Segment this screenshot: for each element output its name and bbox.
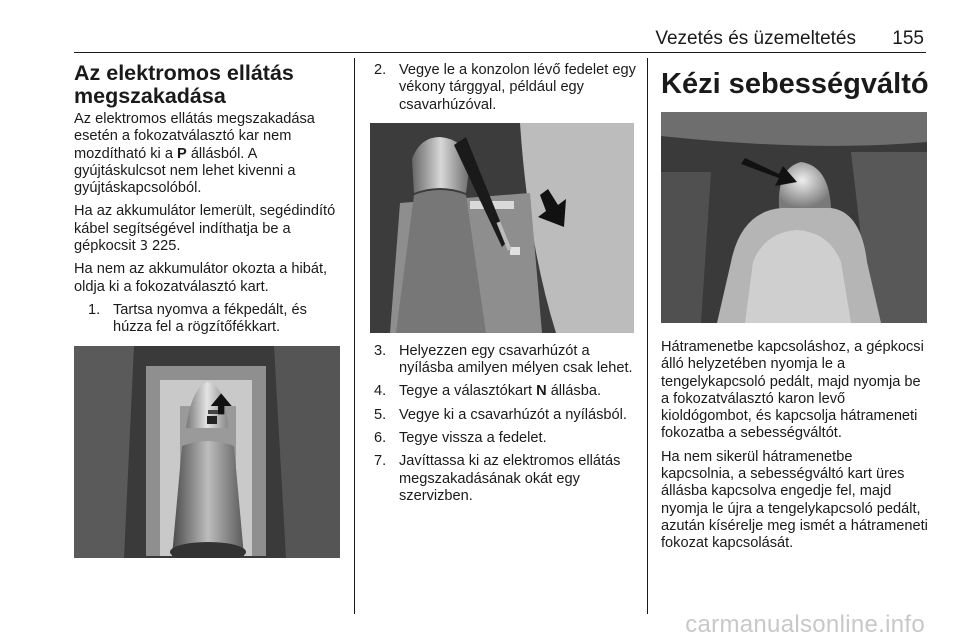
gear-n-label: N: [536, 383, 547, 400]
column-divider: [354, 58, 355, 614]
step-1: [88, 302, 340, 337]
page-ref-icon: 3: [139, 239, 148, 255]
gear-p-label: P: [177, 145, 187, 162]
page-ref-link[interactable]: 225.: [148, 238, 181, 255]
illustration-shift-lever: [74, 346, 340, 558]
step-number: 3.: [374, 342, 387, 359]
heading-power-failure: Az elektromos ellátás megszakadása: [74, 61, 294, 108]
step-number: 7.: [374, 453, 387, 470]
page-number: 155: [892, 28, 924, 49]
paragraph: Ha nem az akkumulátor okozta a hibát, oldja ki a fokozatválasztó kart.: [74, 261, 328, 295]
column-1: [74, 62, 340, 558]
step-4: [374, 383, 636, 400]
step-text: Vegye le a konzolon lévő fedelet egy vékony tárggyal, például egy csavarhúzóval.: [399, 62, 636, 113]
step-text: Vegye ki a csavarhúzót a nyílásból.: [399, 406, 627, 423]
step-text: Helyezzen egy csavarhúzót a nyílásba amilyen mélyen csak lehet.: [399, 342, 633, 377]
column-2: [370, 62, 636, 511]
illustration-manual-gear: [661, 112, 927, 323]
paragraph: Az elektromos ellátás megszakadása esetén a fokozatválasztó kar nem mozdítható ki a P állásból. A gyújtáskulcsot nem lehet kivenni a gyújtáskapcsolóból.: [74, 111, 315, 197]
step-text: Tegye vissza a fedelet.: [399, 430, 547, 447]
step-6: [374, 430, 636, 447]
step-2: [374, 62, 636, 114]
paragraph: Ha nem sikerül hátramenetbe kapcsolnia, a sebességváltó kart üres állásba kapcsolva engedje fel, majd nyomja le újra a tengelykapcsoló pedált, azután kísérelje meg ismét a hátrameneti fokozat kapcsolását.: [661, 448, 928, 552]
step-number: 2.: [374, 62, 387, 78]
paragraph: Hátramenetbe kapcsoláshoz, a gépkocsi álló helyzetében nyomja le a tengelykapcsoló pedált, majd nyomja be a fokozatválasztó karon levő kioldógombot, és kapcsolja hátrameneti fokozatba a sebességváltót.: [661, 339, 924, 442]
step-number: 4.: [374, 383, 387, 400]
step-text: Javíttassa ki az elektromos ellátás megszakadásának okát egy szervizben.: [399, 453, 621, 504]
section-title: Vezetés és üzemeltetés: [655, 28, 856, 49]
step-number: 6.: [374, 430, 387, 447]
step-number: 5.: [374, 406, 387, 423]
step-5: [374, 407, 636, 424]
illustration-screwdriver: [370, 123, 634, 333]
paragraph: Ha az akkumulátor lemerült, segédindító kábel segítségével indíthatja be a gépkocsit 3 225.: [74, 203, 336, 255]
watermark-text: carmanualsonline.info: [685, 611, 925, 638]
step-number: 1.: [88, 301, 101, 318]
column-divider: [647, 58, 648, 614]
column-3: [661, 62, 929, 559]
step-7: [374, 453, 636, 505]
step-text: Tegye a választókart N állásba.: [399, 383, 601, 400]
step-3: [374, 343, 636, 378]
heading-manual-transmission: Kézi sebességváltó: [661, 68, 929, 100]
step-text: Tartsa nyomva a fékpedált, és húzza fel a rögzítőfékkart.: [113, 301, 307, 336]
page-header: [74, 28, 926, 53]
